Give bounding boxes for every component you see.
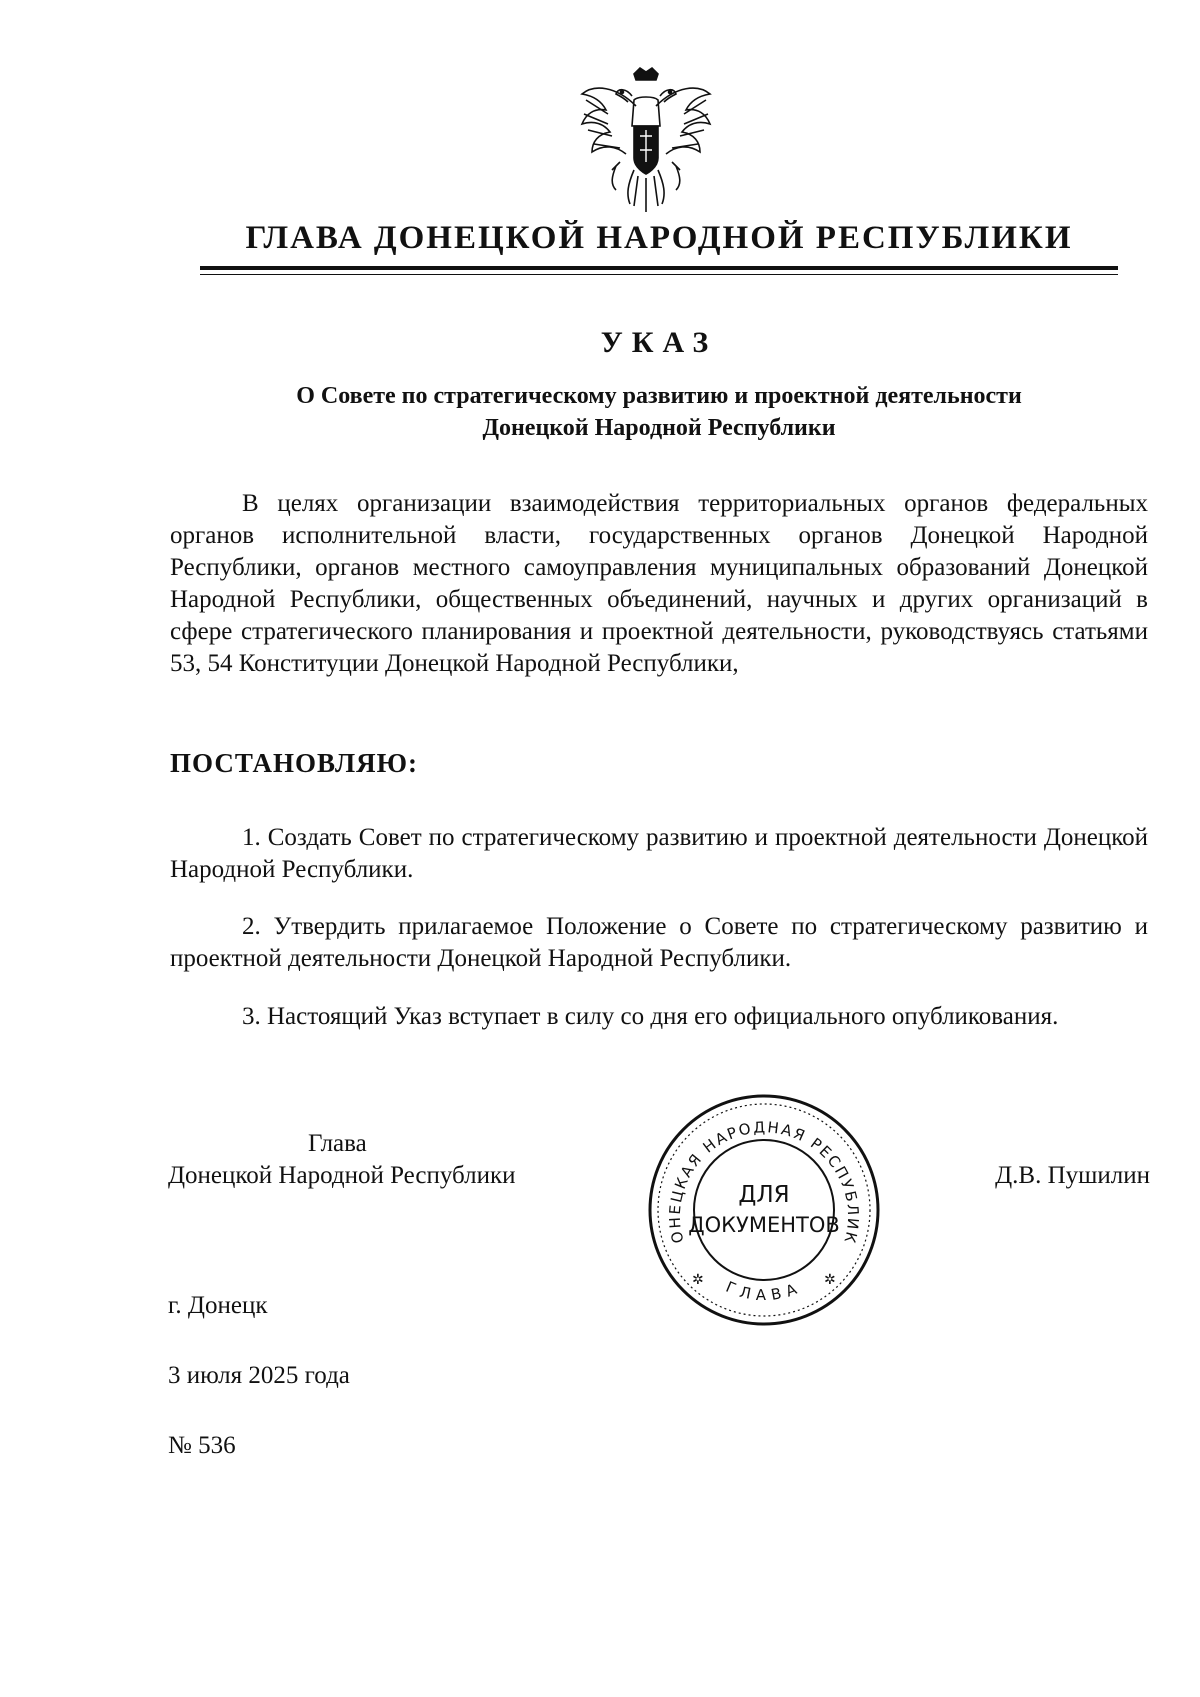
document-date: 3 июля 2025 года	[168, 1362, 350, 1389]
stamp-center-line-1: ДЛЯ	[738, 1182, 790, 1208]
double-headed-eagle-icon	[576, 66, 716, 216]
decree-item: 2. Утвердить прилагаемое Положение о Совете по стратегическому развитию и проектной деятельности Донецкой Народной Республики.	[170, 913, 1148, 972]
header-rule-thick	[200, 266, 1118, 270]
decree-subject	[180, 380, 1138, 444]
header-rule-thin	[200, 274, 1118, 275]
decree-item: 1. Создать Совет по стратегическому развитию и проектной деятельности Донецкой Народной Республики.	[170, 824, 1148, 883]
decree-preamble: В целях организации взаимодействия территориальных органов федеральных органов исполнительной власти, государственных органов Донецкой Народной Республики, органов местного самоуправления муниципальных образований Донецкой Народной Республики, общественных объединений, научных и других организаций в сфере стратегического планирования и проектной деятельности, руководствуясь статьями 53, 54 Конституции Донецкой Народной Республики,	[170, 490, 1148, 677]
signatory-title: Глава	[308, 1130, 367, 1157]
signatory-organization: Донецкой Народной Республики	[168, 1162, 516, 1189]
signatory-name: Д.В. Пушилин	[995, 1162, 1150, 1189]
official-stamp	[646, 1092, 882, 1328]
decree-resolve: ПОСТАНОВЛЯЮ:	[170, 748, 418, 778]
decree-subject-line-1: О Совете по стратегическому развитию и проектной деятельности	[296, 383, 1022, 409]
document-city: г. Донецк	[168, 1292, 268, 1319]
stamp-center-line-2: ДОКУМЕНТОВ	[688, 1213, 840, 1237]
stamp-star-icon: ✲	[692, 1272, 704, 1288]
stamp-outer-text: ОНЕЦКАЯ НАРОДНАЯ РЕСПУБЛИК	[665, 1118, 863, 1247]
stamp-bottom-text: ГЛАВА	[723, 1277, 805, 1305]
document-number: № 536	[168, 1432, 236, 1459]
decree-subject-line-2: Донецкой Народной Республики	[482, 415, 836, 441]
decree-item: 3. Настоящий Указ вступает в силу со дня его официального опубликования.	[242, 1003, 1059, 1030]
svg-text:ГЛАВА	[723, 1278, 805, 1304]
decree-type: УКАЗ	[600, 326, 718, 359]
header-title: ГЛАВА ДОНЕЦКОЙ НАРОДНОЙ РЕСПУБЛИКИ	[245, 220, 1073, 256]
stamp-star-icon: ✲	[824, 1272, 836, 1288]
